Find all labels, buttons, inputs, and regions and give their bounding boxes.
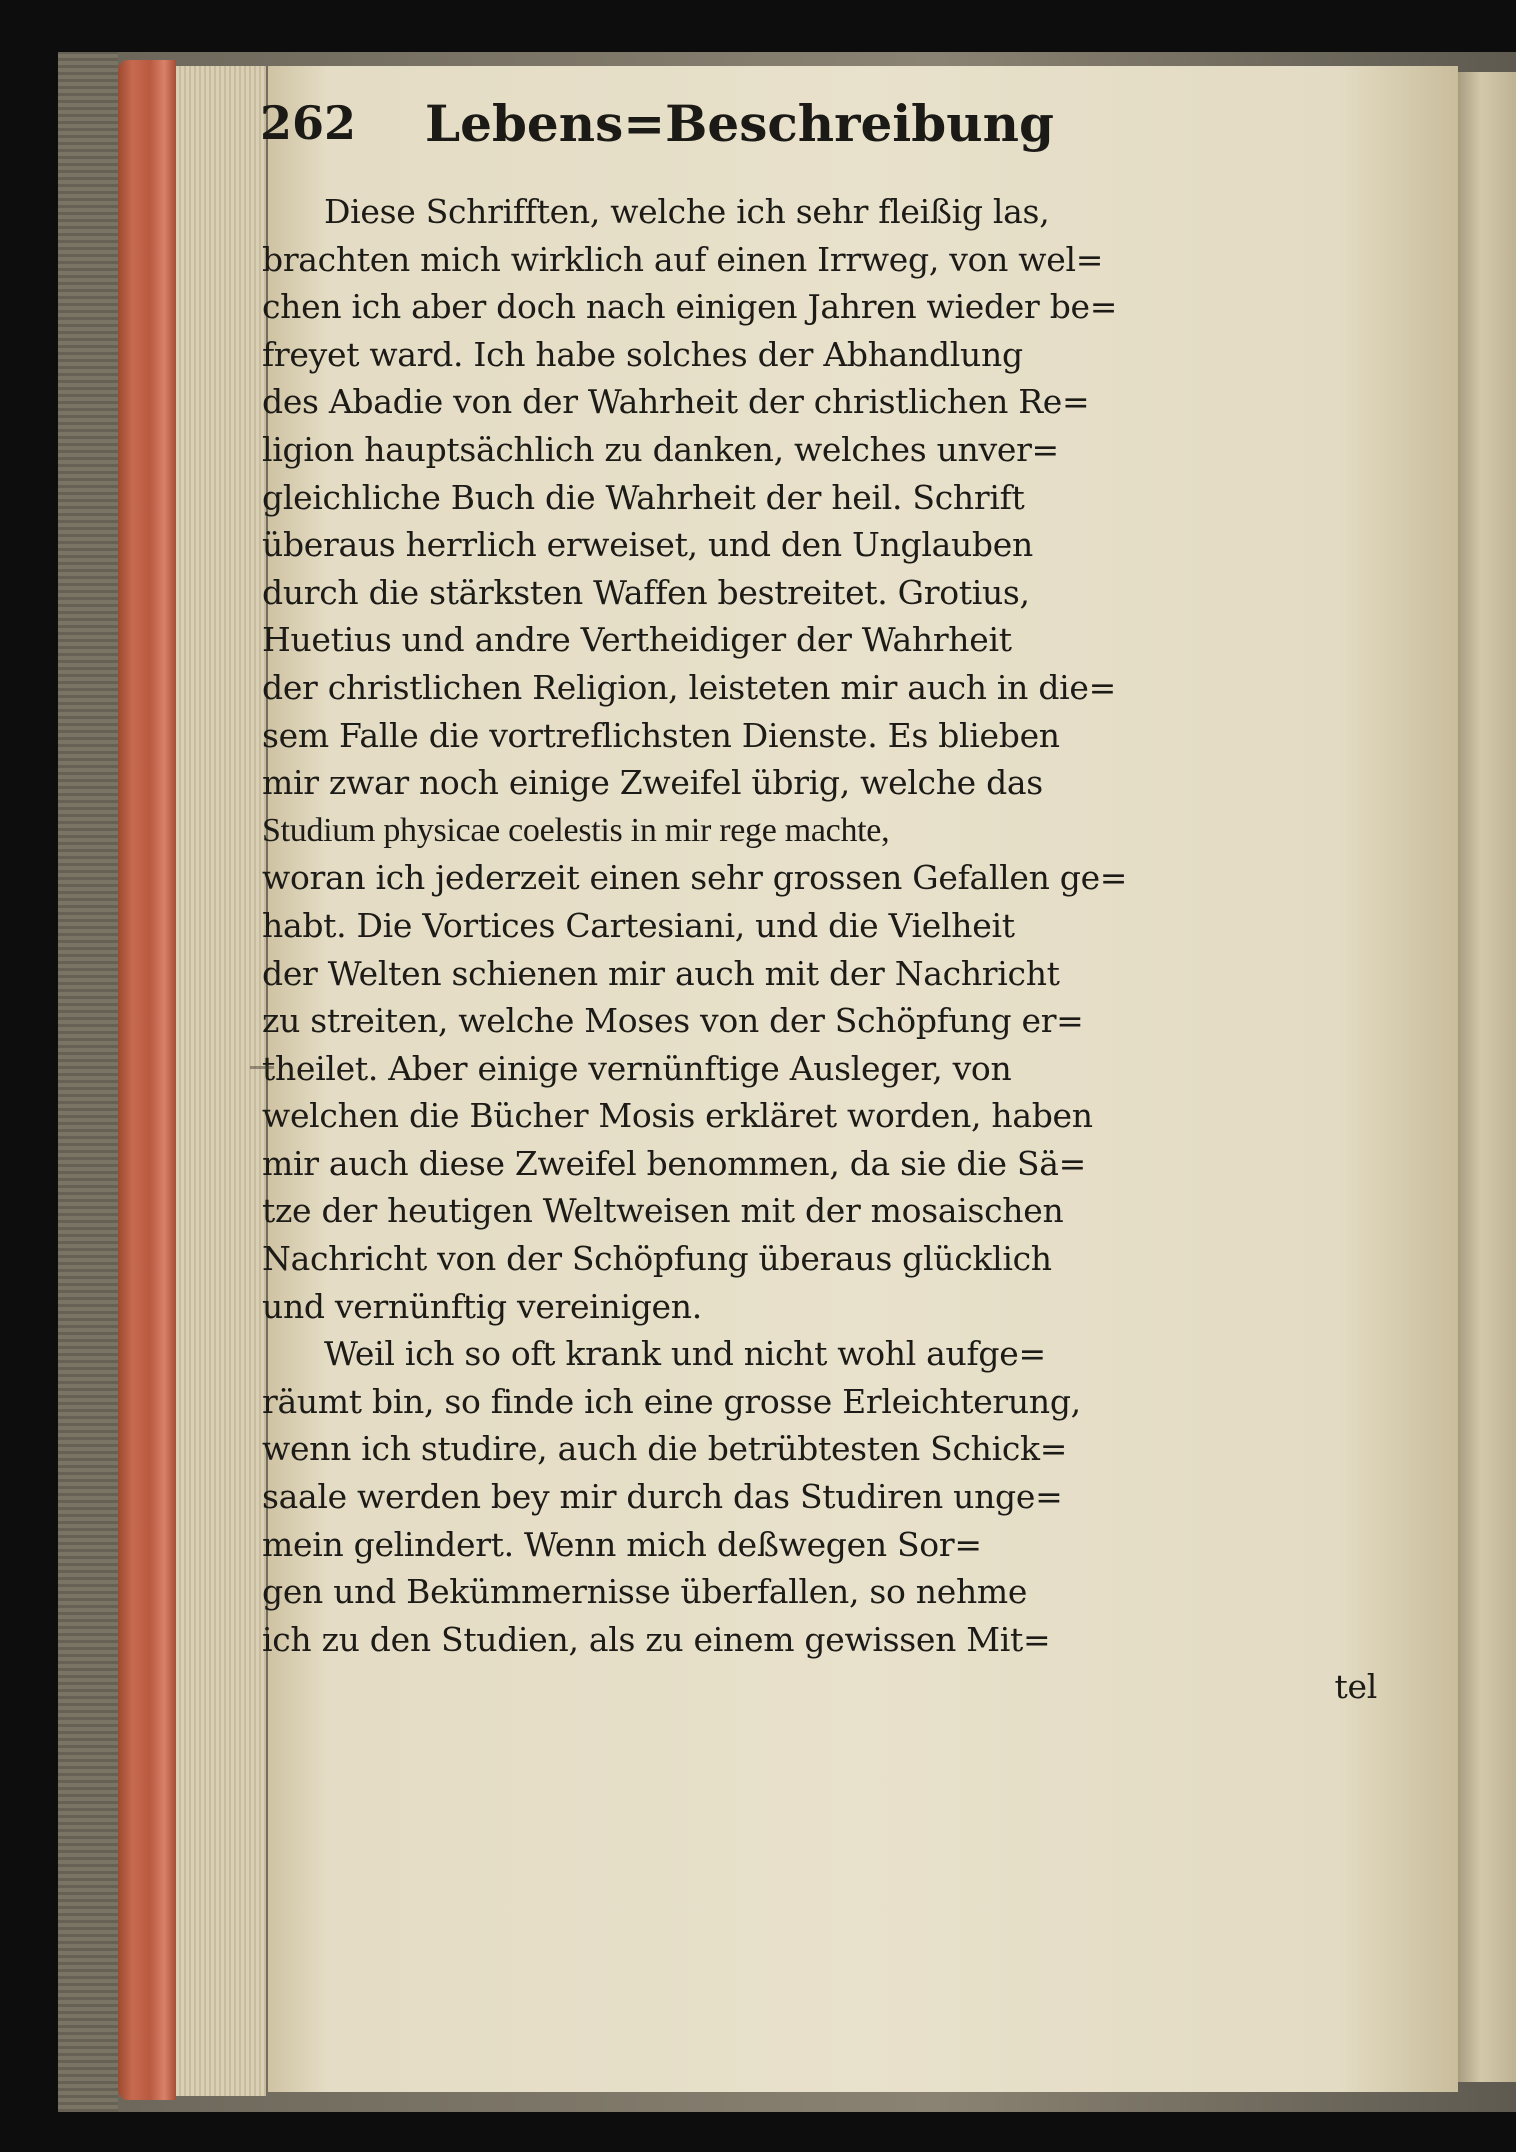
text-line: und vernünftig vereinigen. [262, 1286, 702, 1326]
text-line: ich zu den Studien, als zu einem gewissen Mit= [262, 1619, 1051, 1659]
text-line: freyet ward. Ich habe solches der Abhandlung [262, 334, 1023, 374]
page-number: 262 [260, 96, 357, 150]
text-line: woran ich jederzeit einen sehr grossen Gefallen ge= [262, 858, 1128, 898]
text-line: Weil ich so oft krank und nicht wohl aufge= [324, 1334, 1046, 1374]
text-line: sem Falle die vortreflichsten Dienste. Es blieben [262, 715, 1060, 755]
text-line: Huetius und andre Vertheidiger der Wahrheit [262, 620, 1012, 660]
book-cover-spine [58, 52, 118, 2112]
text-line: überaus herrlich erweiset, und den Unglauben [262, 525, 1033, 565]
body-text [262, 188, 1377, 1711]
text-line: mein gelindert. Wenn mich deßwegen Sor= [262, 1524, 982, 1564]
text-line: gleichliche Buch die Wahrheit der heil. Schrift [262, 477, 1025, 517]
text-line: habt. Die Vortices Cartesiani, und die Vielheit [262, 905, 1015, 945]
text-line: des Abadie von der Wahrheit der christlichen Re= [262, 382, 1090, 422]
text-line: ligion hauptsächlich zu danken, welches unver= [262, 429, 1059, 469]
text-line: tze der heutigen Weltweisen mit der mosaischen [262, 1191, 1064, 1231]
text-line: welchen die Bücher Mosis erkläret worden, haben [262, 1096, 1093, 1136]
text-line: Nachricht von der Schöpfung überaus glücklich [262, 1239, 1052, 1279]
page-header [260, 96, 1360, 176]
text-line: mir auch diese Zweifel benommen, da sie die Sä= [262, 1143, 1086, 1183]
margin-mark [250, 1066, 274, 1069]
text-line: theilet. Aber einige vernünftige Ausleger, von [262, 1048, 1012, 1088]
page-stack [176, 66, 266, 2096]
running-head: Lebens=Beschreibung [425, 94, 1054, 153]
text-line: chen ich aber doch nach einigen Jahren wieder be= [262, 287, 1118, 327]
text-line: Studium physicae coelestis in mir rege machte, [262, 811, 890, 849]
text-line: saale werden bey mir durch das Studiren unge= [262, 1477, 1063, 1517]
text-line: der christlichen Religion, leisteten mir auch in die= [262, 667, 1116, 707]
text-line: wenn ich studire, auch die betrübtesten Schick= [262, 1429, 1068, 1469]
text-line: der Welten schienen mir auch mit der Nachricht [262, 953, 1060, 993]
text-line: Diese Schrifften, welche ich sehr fleißig las, [324, 192, 1050, 231]
text-line: mir zwar noch einige Zweifel übrig, welche das [262, 763, 1043, 803]
text-line: tel [1334, 1667, 1377, 1707]
text-line: gen und Bekümmernisse überfallen, so nehme [262, 1572, 1028, 1612]
facing-page-edge [1458, 72, 1516, 2082]
text-line: durch die stärksten Waffen bestreitet. Grotius, [262, 572, 1030, 612]
text-line: zu streiten, welche Moses von der Schöpfung er= [262, 1001, 1084, 1041]
text-line: brachten mich wirklich auf einen Irrweg, von wel= [262, 239, 1104, 279]
text-line: räumt bin, so finde ich eine grosse Erleichterung, [262, 1381, 1081, 1421]
red-page-edges [118, 60, 176, 2100]
